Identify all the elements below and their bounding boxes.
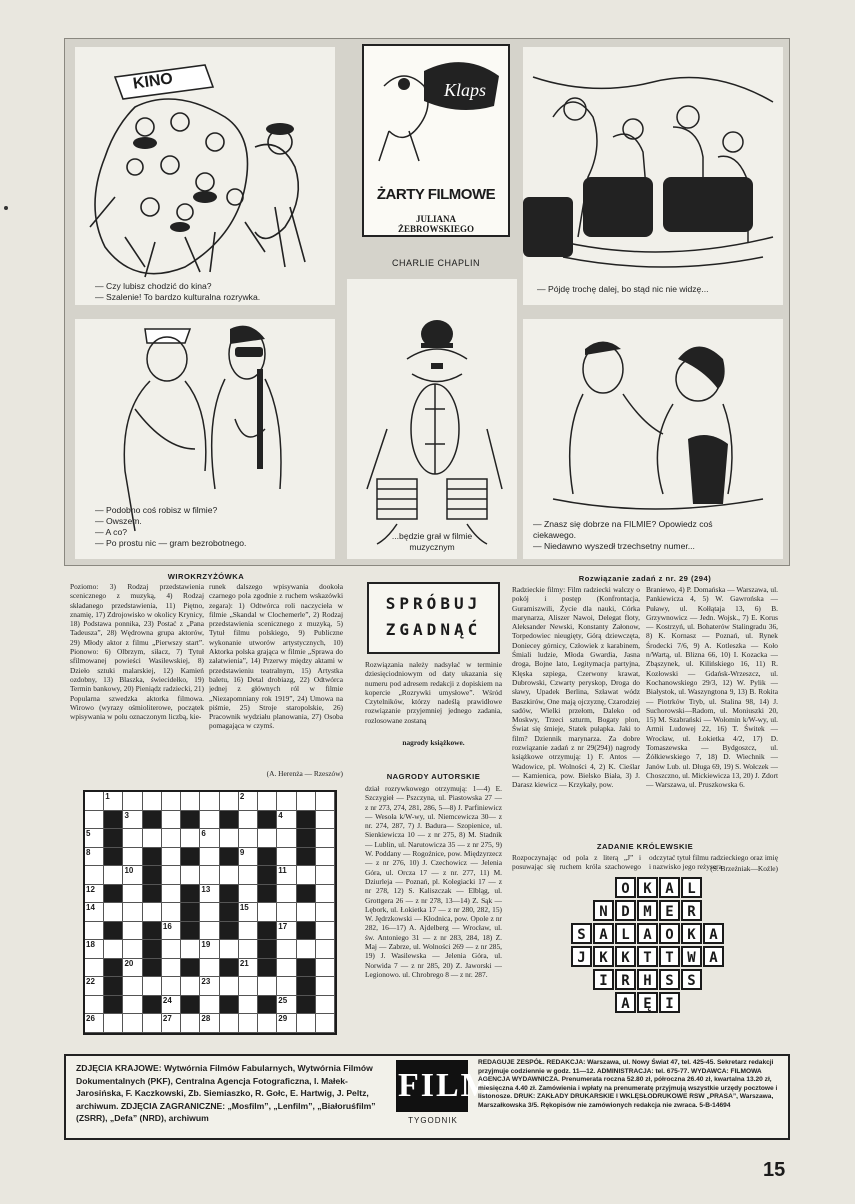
crossword-cell [316,792,335,811]
crossword-cell [316,866,335,885]
crossword-cell [220,792,239,811]
caption-audience: — Pójdę trochę dalej, bo stąd nic nie widzę... [537,284,709,294]
crossword-cell [297,866,316,885]
puzzle-letter: J [571,946,592,967]
crossword-cell [297,1014,316,1033]
contest-box [367,582,500,654]
crossword-cell [316,977,335,996]
crossword-cell [220,866,239,885]
crossword-cell [123,996,142,1015]
crossword-clues-col2: runek dalszego wpisywania dookoła czarnego pola zgodnie z ruchem wskazówki zegara): 1) Odtwórca roli naczycieła w filmie „Skandal w Clochemerle”, 2) Rodzaj przedstawienia scenicznego z muzyką, 5) Tytuł filmu polskiego, 9) Publiczne wykonanie utworów artystycznych, 10) Aktorka polska grająca w filmie „Sprawa do załatwienia”, 14) Przerwy między aktami w przedstawieniu teatralnym, 15) Artystka baletu, 16) Detal drobiazg, 22) Odtwórca jednej z głównych ról w filmie „Niezapomniany rok 1919”, 24) Umowa na piśmie, 25) Stroje staropolskie, 26) Pracownik wydziału planowania, 27) Osoba pomagająca w czymś. [209,582,343,731]
crossword-cell [143,977,162,996]
caption-couple-3: — Niedawno wyszedł trzechsetny numer... [533,541,695,551]
puzzle-row [593,900,703,922]
crossword-cell [239,940,258,959]
crossword-black-cell [220,885,239,904]
crossword-cell: 11 [277,866,296,885]
crossword-black-cell [220,996,239,1015]
crossword-cell [162,848,181,867]
crossword-cell: 20 [123,959,142,978]
king-puzzle [563,877,763,1017]
crossword-cell [239,977,258,996]
crossword-cell [277,885,296,904]
feature-author-2: ŻEBROWSKIEGO [397,224,475,234]
crossword-grid [83,790,337,1035]
crossword-cell [220,829,239,848]
crossword-cell [239,866,258,885]
crossword-cell [316,996,335,1015]
crossword-black-cell [143,959,162,978]
crossword-cell [162,811,181,830]
solutions-heading: Rozwiązanie zadań z nr. 29 (294) [578,574,712,583]
crossword-black-cell [297,829,316,848]
crossword-cell [181,792,200,811]
crossword-cell [258,1014,277,1033]
crossword-cell [104,903,123,922]
feature-title: ŻARTY FILMOWE [376,186,496,203]
crossword-black-cell [181,996,200,1015]
crossword-black-cell [104,885,123,904]
crossword-cell: 1 [104,792,123,811]
crossword-cell [297,792,316,811]
puzzle-letter: S [681,969,702,990]
caption-men-1: — Podobno coś robisz w filmie? [95,505,218,515]
masthead-footer [64,1054,790,1140]
puzzle-letter: A [659,877,680,898]
editorial-info: REDAGUJE ZESPÓŁ. REDAKCJA: Warszawa, ul. Nowy Świat 47, tel. 425-45. Sekretarz redakcji przyjmuje codziennie w godz. 11—12. ADMINISTRACJA: tel. 675-77. WYDAWCA: FILMOWA AGENCJA WYDAWNICZA. Prenumerata roczna 52.80 zł, półroczna 26.40 zł, kwartalna 13.20 zł, miesięczna 4.40 zł. Zamówienia i wpłaty na prenumeratę przyjmują wszystkie urzędy pocztowe i listonosze. DRUK: ZAKŁADY DRUKARSKIE I WKLĘSŁODRUKOWE RSW „PRASA”, Warszawa, Marszałkowska 3/5. Rękopisów nie zamówionych redakcja nie zwraca. 5-B-14694 [478,1059,778,1109]
crossword-cell [143,903,162,922]
crossword-black-cell [258,940,277,959]
puzzle-letter: O [659,923,680,944]
crossword-black-cell [297,848,316,867]
crossword-cell [85,996,104,1015]
crossword-cell [123,922,142,941]
caption-kino-1: — Czy lubisz chodzić do kina? [95,281,212,291]
crossword-cell [239,996,258,1015]
crossword-cell [277,829,296,848]
crossword-black-cell [104,848,123,867]
crossword-cell [316,1014,335,1033]
crossword-black-cell [143,848,162,867]
contest-intro: Rozwiązania należy nadsyłać w terminie dziesięciodniowym od daty ukazania się numeru pod adresem redakcji z dopiskiem na kopercie „Rozrywki umysłowe”. Wśród Czytelników, którzy nadeślą prawidłowe rozwiązanie przyjemniej jednego zadania, rozlosowane zostaną [365,660,502,725]
crossword-cell: 28 [200,1014,219,1033]
puzzle-row [571,923,725,945]
crossword-cell: 24 [162,996,181,1015]
puzzle-letter: Ę [637,992,658,1013]
puzzle-letter: E [659,900,680,921]
crossword-black-cell [181,959,200,978]
task-heading: ZADANIE KRÓLEWSKIE [596,842,694,851]
crossword-cell [143,792,162,811]
crossword-cell [143,1014,162,1033]
contest-prizes: nagrody książkowe. [402,738,465,747]
solutions-col1: Radzieckie filmy: Film radziecki walczy o pokój i postęp (Konfrontacja, Guramiszwili, Życie dla nauki, Córka marynarza, Aliszer Nawoi, Delegat floty, Aleksander Newski, Konstanty Załonow, Torpedowiec nieugięty, Górą dziewczęta, Doniecey górnicy, Człowiek z karabinem, Śmiali ludzie, Młoda Gwardia, Jasna droga, Bojne lato, Legitymacja partyjna, Klęska szpiega, Czerwony krawat, Dubrowski, Czwarty peryskop, Droga do sławy, Upadek Berlina, Szławat wódz Baszkirów, One mają ojczyznę, Czarodziej sadów, Wielki przełom, Daleko od Moskwy, Trzeci szturm, Bogaty plon, Świat się śmieje, Statek pułapka. Jaki to film? Dziennik marynarza. Za dobre rozwiązanie zadań z nr 29(294)) nagrody książkowe otrzymują: 1) F. Antos — Wadowice, pl. Wolności 4, 2) K. Cieślar — Kamienica, pow. Bielsko Biała, 3) J. Darasz kiewicz — Krzykały, pow. [512,585,640,790]
crossword-cell [220,940,239,959]
puzzle-letter: T [659,946,680,967]
crossword-cell [239,811,258,830]
caption-couple-1: — Znasz się dobrze na FILMIE? Opowiedz coś [533,519,713,529]
puzzle-row [571,946,725,968]
crossword-cell [277,848,296,867]
crossword-cell: 19 [200,940,219,959]
task-author: (S. Brzeźniak—Koźle) [710,864,778,873]
puzzle-letter: A [637,923,658,944]
task-text: Rozpoczynając od pola z literą „J” i posuwając się ruchem króla szachowego odczytać tytuł filmu radzieckiego oraz imię i nazwisko jego reżysera. [512,853,778,872]
crossword-cell [200,903,219,922]
crossword-cell [258,792,277,811]
crossword-cell: 18 [85,940,104,959]
crossword-black-cell [143,940,162,959]
puzzle-letter: K [637,877,658,898]
crossword-cell [181,866,200,885]
crossword-cell [200,811,219,830]
crossword-cell: 2 [239,792,258,811]
crossword-black-cell [297,977,316,996]
crossword-cell: 6 [200,829,219,848]
puzzle-letter: A [703,923,724,944]
crossword-cell [123,1014,142,1033]
crossword-cell [143,829,162,848]
puzzle-row [615,992,681,1014]
margin-mark [4,206,8,210]
puzzle-letter: K [615,946,636,967]
contest-box-line1: SPRÓBUJ [385,594,482,613]
crossword-cell [181,940,200,959]
caption-kino-2: — Szalenie! To bardzo kulturalna rozrywka. [95,292,261,302]
crossword-cell: 10 [123,866,142,885]
crossword-black-cell [220,922,239,941]
crossword-cell [123,977,142,996]
caption-chaplin-2: muzycznym [409,542,455,552]
crossword-cell: 22 [85,977,104,996]
crossword-cell [104,866,123,885]
klaps-illustration [364,46,508,176]
cartoon-couple [523,319,783,559]
crossword-cell: 5 [85,829,104,848]
photo-credits: ZDJĘCIA KRAJOWE: Wytwórnia Filmów Fabularnych, Wytwórnia Filmów Dokumentalnych (PKF), Centralna Agencja Fotograficzna, I. Małek-Jarosińska, F. Kaczkowski, Zb. Siemiaszko, R. Gołc, E. Hartwig, J. Peltz, archiwum. ZDJĘCIA ZAGRANICZNE: „Mosfilm”, „Lenfilm”, „Białoruśfilm” (ZSRR), „Defa” (NRD), archiwum [76,1063,376,1124]
caption-men-4: — Po prostu nic — gram bezrobotnego. [95,538,247,548]
crossword-cell: 23 [200,977,219,996]
crossword-black-cell [258,996,277,1015]
solutions-col2: Braniewo, 4) P. Domańska — Warszawa, ul. Pankiewicza 4, 5) W. Gawrońska — Puławy, ul. Kołłątaja 13, 6) B. Grzywnowicz — Jedn. Wojsk., 7) E. Korus — Kostrzyń, ul. Bohaterów Stalingradu 36, 8) K. Kornasz — Poznań, ul. Rynek Środecki 7/6, 9) A. Kotleszka — Koło n/Wartą, ul. Blizna 66, 10) I. Kozacka — Zbąszynek, ul. Kilińskiego 16, 11) R. Kozłowski — Gdańsk-Wrzeszcz, ul. Kochanowskiego 29/3, 12) W. Pylik — Białystok, ul. Waszyngtona 9, 13) B. Rokita — Piotrków Tryb, ul. Stalina 98, 14) J. Suchorowski—Radom, ul. Moniuszki 20, 15) M. Szabrański — Wołomin k/W-wy, ul. Armii Ludowej 22, 16) T. Świtek — Wrocław, ul. Łokietka 4/2, 17) D. Tomaszewska — Bydgoszcz, ul. Żółkiewskiego 7, 18) D. Wiechnik — Janów Lub. ul. Długa 69, 19) S. Wołczek — Choszczno, ul. Mickiewicza 13, 20) J. Zdort — Warszawa, ul. Pruszkowska 6. [646,585,778,790]
puzzle-letter: L [681,877,702,898]
crossword-cell [162,866,181,885]
puzzle-letter: T [637,946,658,967]
puzzle-letter: K [593,946,614,967]
cartoon-kino-queue [75,47,335,305]
crossword-black-cell [143,922,162,941]
crossword-cell [200,792,219,811]
puzzle-letter: S [571,923,592,944]
crossword-cell [316,829,335,848]
crossword-black-cell [181,885,200,904]
puzzle-letter: L [615,923,636,944]
crossword-cell: 3 [123,811,142,830]
crossword-black-cell [220,959,239,978]
crossword-black-cell [104,811,123,830]
crossword-black-cell [143,996,162,1015]
crossword-cell [277,977,296,996]
crossword-black-cell [143,811,162,830]
contest-box-line2: ZGADNĄĆ [385,620,482,639]
crossword-cell [316,885,335,904]
awards-heading: NAGRODY AUTORSKIE [386,772,481,781]
crossword-cell [162,792,181,811]
crossword-cell [85,811,104,830]
crossword-cell [277,940,296,959]
puzzle-letter: R [681,900,702,921]
crossword-black-cell [258,848,277,867]
crossword-cell [162,977,181,996]
crossword-black-cell [143,866,162,885]
crossword-cell [181,829,200,848]
puzzle-letter: S [659,969,680,990]
crossword-cell: 13 [200,885,219,904]
crossword-cell [181,1014,200,1033]
crossword-cell: 25 [277,996,296,1015]
crossword-black-cell [297,959,316,978]
crossword-cell [85,922,104,941]
crossword-cell [239,885,258,904]
crossword-cell [239,922,258,941]
crossword-cell [258,829,277,848]
puzzle-letter: O [615,877,636,898]
crossword-black-cell [104,996,123,1015]
crossword-cell [85,792,104,811]
crossword-cell: 17 [277,922,296,941]
puzzle-letter: A [703,946,724,967]
title-card [362,44,510,237]
crossword-cell [277,959,296,978]
puzzle-letter: I [659,992,680,1013]
crossword-black-cell [181,922,200,941]
crossword-cell [316,922,335,941]
crossword-cell: 16 [162,922,181,941]
crossword-cell [123,885,142,904]
puzzle-row [615,877,703,899]
awards-list: dział rozrywkowego otrzymują: 1—4) E. Szczygieł — Pszczyna, ul. Piastowska 27 — z nr 273, 274, 281, 286, 5—8) J. Parfiniewicz — Wesoła k/W-wy, ul. Niemcewicza 30— z nr. 274, 287, 7) J. Badura— Szopienice, ul. Sienkiewicza 10 — z nr 275, 8) M. Stadnik — Lublin, ul. Narutowicza 35 — z nr 275, 9) W. Poddany — Rogoźnice, pow. Międzyrzecz — z nr 276, 10) J. Czechowicz — Jelenia Góra, ul. Orcza 17 — z nr. 277, 11) M. Dziurleja — Poznań, pl. Kolegiacki 17 — z nr 278, 12) S. Kaliszczak — Elbląg, ul. Grottgera 26 — z nr 278, 13—14) Z. Sąk — Lębork, ul. Łokietka 17 — z nr 280, 282, 15) W. Jędrzkowski — Kłodnica, pow. Opole z nr 282, 16—17) A. Ajdelberg — Wrocław, ul. św. Antoniego 31 — z nr 283, 284, 18) Z. Maj — Zabrze, ul. Wolności 269 — z nr 285, 19) J. Wasilewska — Jelenia Góra, ul. Norwida 7 — z nr 285, 20) Z. Jaworski — Legionowo. ul. Chrobrego 8 — z nr. 287. [365,784,502,979]
caption-men-2: — Owszem. [95,516,142,526]
crossword-black-cell [258,811,277,830]
kino-sign: KINO [131,70,174,93]
crossword-cell: 27 [162,1014,181,1033]
crossword-black-cell [104,977,123,996]
puzzle-letter: K [681,923,702,944]
crossword-cell [297,903,316,922]
crossword-cell [239,829,258,848]
crossword-cell [200,996,219,1015]
crossword-black-cell [104,829,123,848]
crossword-cell: 9 [239,848,258,867]
cartoon-chaplin-instruments [347,279,517,559]
crossword-black-cell [297,996,316,1015]
crossword-cell [316,959,335,978]
crossword-cell: 21 [239,959,258,978]
crossword-cell [200,848,219,867]
crossword-cell [162,940,181,959]
puzzle-letter: A [615,992,636,1013]
crossword-black-cell [104,959,123,978]
puzzle-letter: R [615,969,636,990]
crossword-cell [123,940,142,959]
crossword-cell [277,792,296,811]
crossword-cell [258,903,277,922]
crossword-cell [239,1014,258,1033]
crossword-cell [85,866,104,885]
crossword-cell [123,848,142,867]
crossword-cell: 14 [85,903,104,922]
chaplin-label: CHARLIE CHAPLIN [391,258,481,268]
crossword-cell [220,977,239,996]
crossword-cell: 15 [239,903,258,922]
crossword-cell [297,940,316,959]
crossword-clues-col1: Poziomo: 3) Rodzaj przedstawienia scenicznego z muzyką, 4) Rodzaj składanego przedstawienia, 11) Piętno, znamię, 17) Zdrojowisko w okolicy Krynicy, 18) Podstawa ponnika, 23) Postać z „Pana Tadeusza”, 28) Wędrowna grupa aktorów, 29) Młody aktor z filmu „Pierwszy start”. Pionowo: 6) Olbrzym, siłacz, 7) Tytuł sfilmowanej powieści Wasilewskiej, 8) Dzieło sztuki malarskiej, 12) Kamień ozdobny, 13) Blaszka, świecidełko, 19) Termin bankowy, 20) Pieniądz radziecki, 21) Popularna szwedzka aktorka filmowa. Wirowo (wyrazy ośmioliterowe, początek wpisywania w polu oznaczonym liczbą, kie- [70,582,204,722]
puzzle-letter: I [593,969,614,990]
puzzle-letter: W [681,946,702,967]
crossword-black-cell [258,959,277,978]
crossword-cell [123,829,142,848]
crossword-cell [104,940,123,959]
cartoon-theatre-audience [523,47,783,305]
crossword-cell [277,903,296,922]
crossword-cell [162,903,181,922]
cartoon-two-men [75,319,335,559]
crossword-cell [316,811,335,830]
crossword-cell [200,922,219,941]
caption-chaplin-1: ...będzie grał w filmie [391,531,473,541]
film-logo-word: FILM [396,1060,468,1112]
crossword-cell: 8 [85,848,104,867]
crossword-cell: 4 [277,811,296,830]
crossword-author: (A. Herenża — Rzeszów) [266,769,343,778]
crossword-black-cell [258,922,277,941]
crossword-black-cell [258,885,277,904]
crossword-cell [181,977,200,996]
puzzle-letter: M [637,900,658,921]
crossword-black-cell [104,922,123,941]
puzzle-letter: H [637,969,658,990]
crossword-black-cell [181,848,200,867]
crossword-cell [220,1014,239,1033]
crossword-black-cell [297,811,316,830]
crossword-cell [258,977,277,996]
crossword-cell [104,1014,123,1033]
crossword-cell [162,885,181,904]
puzzle-letter: D [615,900,636,921]
crossword-cell [85,959,104,978]
crossword-black-cell [258,866,277,885]
crossword-black-cell [297,885,316,904]
film-logo [396,1060,495,1136]
crossword-cell: 26 [85,1014,104,1033]
crossword-cell: 12 [85,885,104,904]
crossword-cell [200,866,219,885]
crossword-cell [162,829,181,848]
puzzle-row [593,969,703,991]
crossword-black-cell [220,811,239,830]
crossword-cell [316,940,335,959]
crossword-black-cell [297,922,316,941]
crossword-black-cell [220,903,239,922]
crossword-heading: WIROKRZYŻÓWKA [167,572,245,581]
crossword-cell [200,959,219,978]
feature-author-1: JULIANA [415,214,456,224]
crossword-cell [123,792,142,811]
crossword-cell [316,848,335,867]
crossword-cell: 29 [277,1014,296,1033]
crossword-black-cell [181,811,200,830]
crossword-cell [316,903,335,922]
page-number: 15 [763,1159,786,1181]
crossword-cell [162,959,181,978]
puzzle-letter: A [593,923,614,944]
puzzle-letter: N [593,900,614,921]
crossword-cell [123,903,142,922]
caption-men-3: — A co? [95,527,128,537]
crossword-black-cell [143,885,162,904]
film-logo-sub: TYGODNIK [408,1116,458,1125]
klaps-word: Klaps [444,80,487,100]
crossword-black-cell [220,848,239,867]
crossword-black-cell [181,903,200,922]
caption-couple-2: ciekawego. [533,530,576,540]
